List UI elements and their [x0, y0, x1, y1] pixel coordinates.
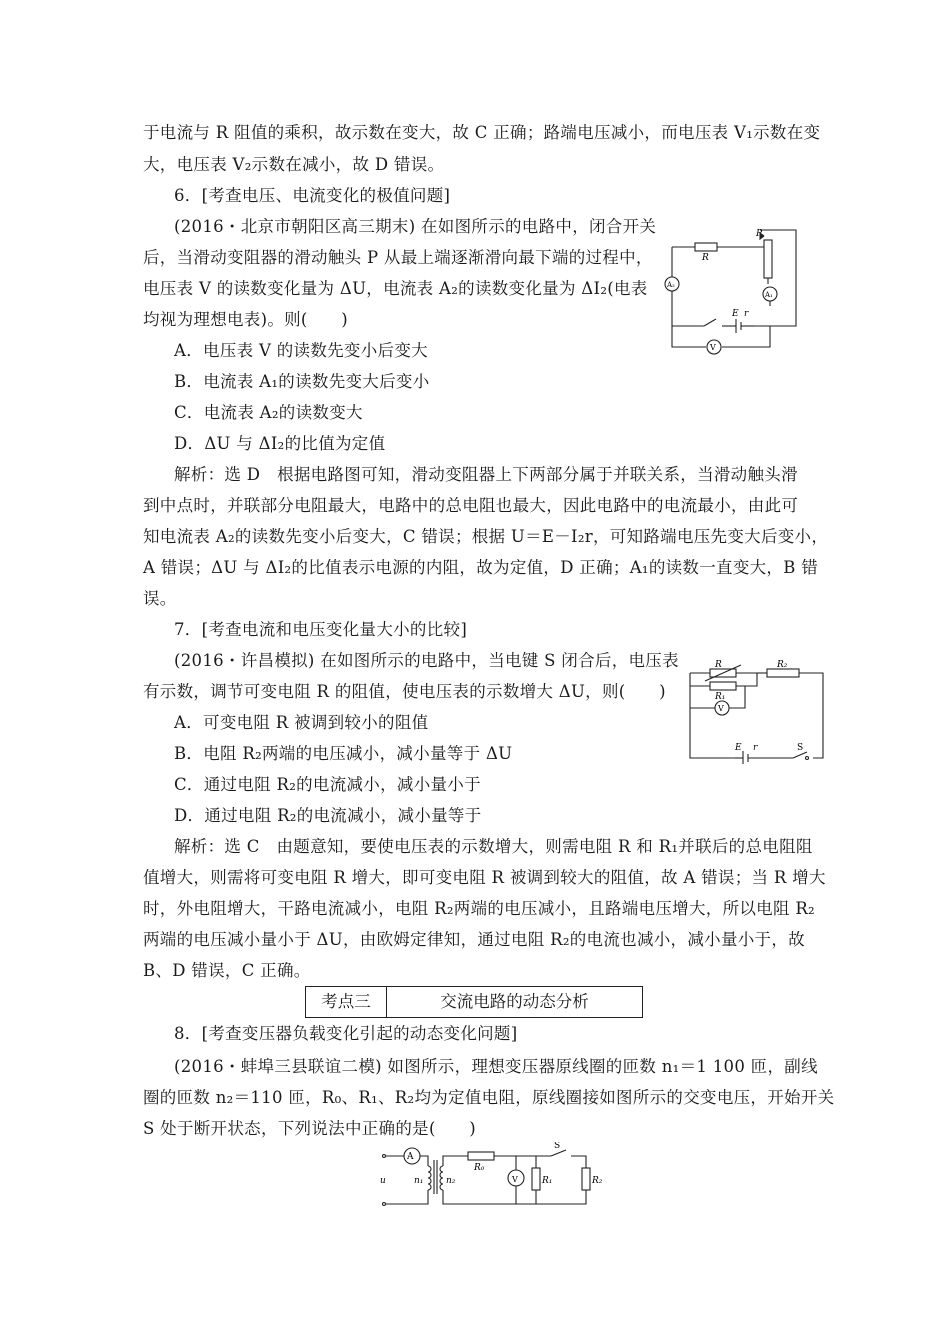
text-line: 有示数，调节可变电阻 R 的阻值，使电压表的示数增大 ΔU，则( ): [143, 682, 666, 701]
solution-line: 误。: [143, 589, 177, 608]
solution-line: 解析：选 C 由题意知，要使电压表的示数增大，则需电阻 R 和 R₁并联后的总电阻阻: [174, 837, 813, 856]
circuit-diagram-1: [660, 222, 806, 357]
solution-line: B、D 错误，C 正确。: [143, 961, 311, 980]
label-e: E: [735, 743, 742, 753]
solution-line: A 错误；ΔU 与 ΔI₂的比值表示电源的内阻，故为定值，D 正确；A₁的读数一直变大，B 错: [143, 558, 818, 577]
label-r-internal: r: [744, 309, 749, 319]
option-c: C．电流表 A₂的读数变大: [174, 403, 363, 422]
label-r: R: [702, 253, 709, 263]
label-r0: R₀: [474, 1163, 485, 1173]
option-a: A．可变电阻 R 被调到较小的阻值: [174, 713, 429, 732]
label-r2: R₂: [777, 660, 788, 670]
solution-line: 两端的电压减小量小于 ΔU，由欧姆定律知，通过电阻 R₂的电流也减小，减小量小于，故: [143, 930, 805, 949]
label-a2: A₂: [667, 281, 675, 289]
label-e: E: [732, 309, 739, 319]
label-p: P: [756, 229, 763, 239]
label-u: u: [380, 1176, 386, 1186]
label-r1: R₁: [715, 692, 726, 702]
text-line: 电压表 V 的读数变化量为 ΔU，电流表 A₂的读数变化量为 ΔI₂(电表: [143, 279, 648, 298]
circuit-diagram-3: [376, 1142, 608, 1212]
label-r-internal: r: [753, 743, 758, 753]
option-b: B．电流表 A₁的读数先变大后变小: [174, 372, 430, 391]
label-r1: R₁: [542, 1176, 553, 1186]
question-heading: 6．[考查电压、电流变化的极值问题]: [174, 186, 451, 205]
option-d: D．ΔU 与 ΔI₂的比值为定值: [174, 434, 386, 453]
solution-line: 值增大，则需将可变电阻 R 增大，即可变电阻 R 被调到较大的阻值，故 A 错误；当 R 增大: [143, 868, 826, 887]
option-c: C．通过电阻 R₂的电流减小，减小量小于: [174, 775, 481, 794]
solution-line: 到中点时，并联部分电阻最大，电路中的总电阻也最大，因此电路中的电流最小，由此可: [143, 496, 799, 515]
label-r: R: [715, 660, 722, 670]
label-s: S: [554, 1142, 561, 1151]
text-line: 后，当滑动变阻器的滑动触头 P 从最上端逐渐滑向最下端的过程中，: [143, 248, 653, 267]
text-line: S 处于断开状态，下列说法中正确的是( ): [143, 1119, 477, 1138]
label-s: S: [797, 743, 804, 753]
text-line: (2016・北京市朝阳区高三期末) 在如图所示的电路中，闭合开关: [174, 217, 657, 236]
label-v: V: [718, 704, 724, 713]
solution-line: 时，外电阻增大，干路电流减小，电阻 R₂两端的电压减小，且路端电压增大，所以电阻 R₂: [143, 899, 815, 918]
question-heading: 8．[考查变压器负载变化引起的动态变化问题]: [174, 1024, 518, 1043]
label-v: V: [512, 1175, 518, 1184]
label-a1: A₁: [765, 291, 773, 299]
label-a: A: [407, 1152, 414, 1162]
text-line: (2016・蚌埠三县联谊二模) 如图所示，理想变压器原线圈的匝数 n₁＝1 100 匝，副线: [174, 1057, 818, 1076]
section-header-box: [305, 986, 643, 1018]
text-line: 圈的匝数 n₂＝110 匝，R₀、R₁、R₂均为定值电阻，原线圈接如图所示的交变电压，开始开关: [143, 1088, 835, 1107]
solution-line: 知电流表 A₂的读数先变小后变大，C 错误；根据 U＝E－I₂r，可知路端电压先变大后变小，: [143, 527, 829, 546]
label-r2: R₂: [592, 1176, 603, 1186]
section-title: 交流电路的动态分析: [440, 992, 589, 1011]
text-line: 于电流与 R 阻值的乘积，故示数在变大，故 C 正确；路端电压减小，而电压表 V₁示数在变: [143, 123, 821, 142]
question-heading: 7．[考查电流和电压变化量大小的比较]: [174, 620, 468, 639]
solution-line: 解析：选 D 根据电路图可知，滑动变阻器上下两部分属于并联关系，当滑动触头滑: [174, 465, 798, 484]
section-label: 考点三: [306, 987, 387, 1017]
label-v: V: [710, 343, 716, 352]
label-n1: n₁: [414, 1176, 424, 1186]
text-line: 大，电压表 V₂示数在减小，故 D 错误。: [143, 155, 445, 174]
text-line: 均视为理想电表)。则( ): [143, 310, 349, 329]
text-line: (2016・许昌模拟) 在如图所示的电路中，当电键 S 闭合后，电压表: [174, 651, 679, 670]
label-n2: n₂: [446, 1176, 456, 1186]
option-b: B．电阻 R₂两端的电压减小，减小量等于 ΔU: [174, 744, 513, 763]
option-a: A．电压表 V 的读数先变小后变大: [174, 341, 428, 360]
circuit-diagram-2: [685, 658, 827, 764]
option-d: D．通过电阻 R₂的电流减小，减小量等于: [174, 806, 482, 825]
